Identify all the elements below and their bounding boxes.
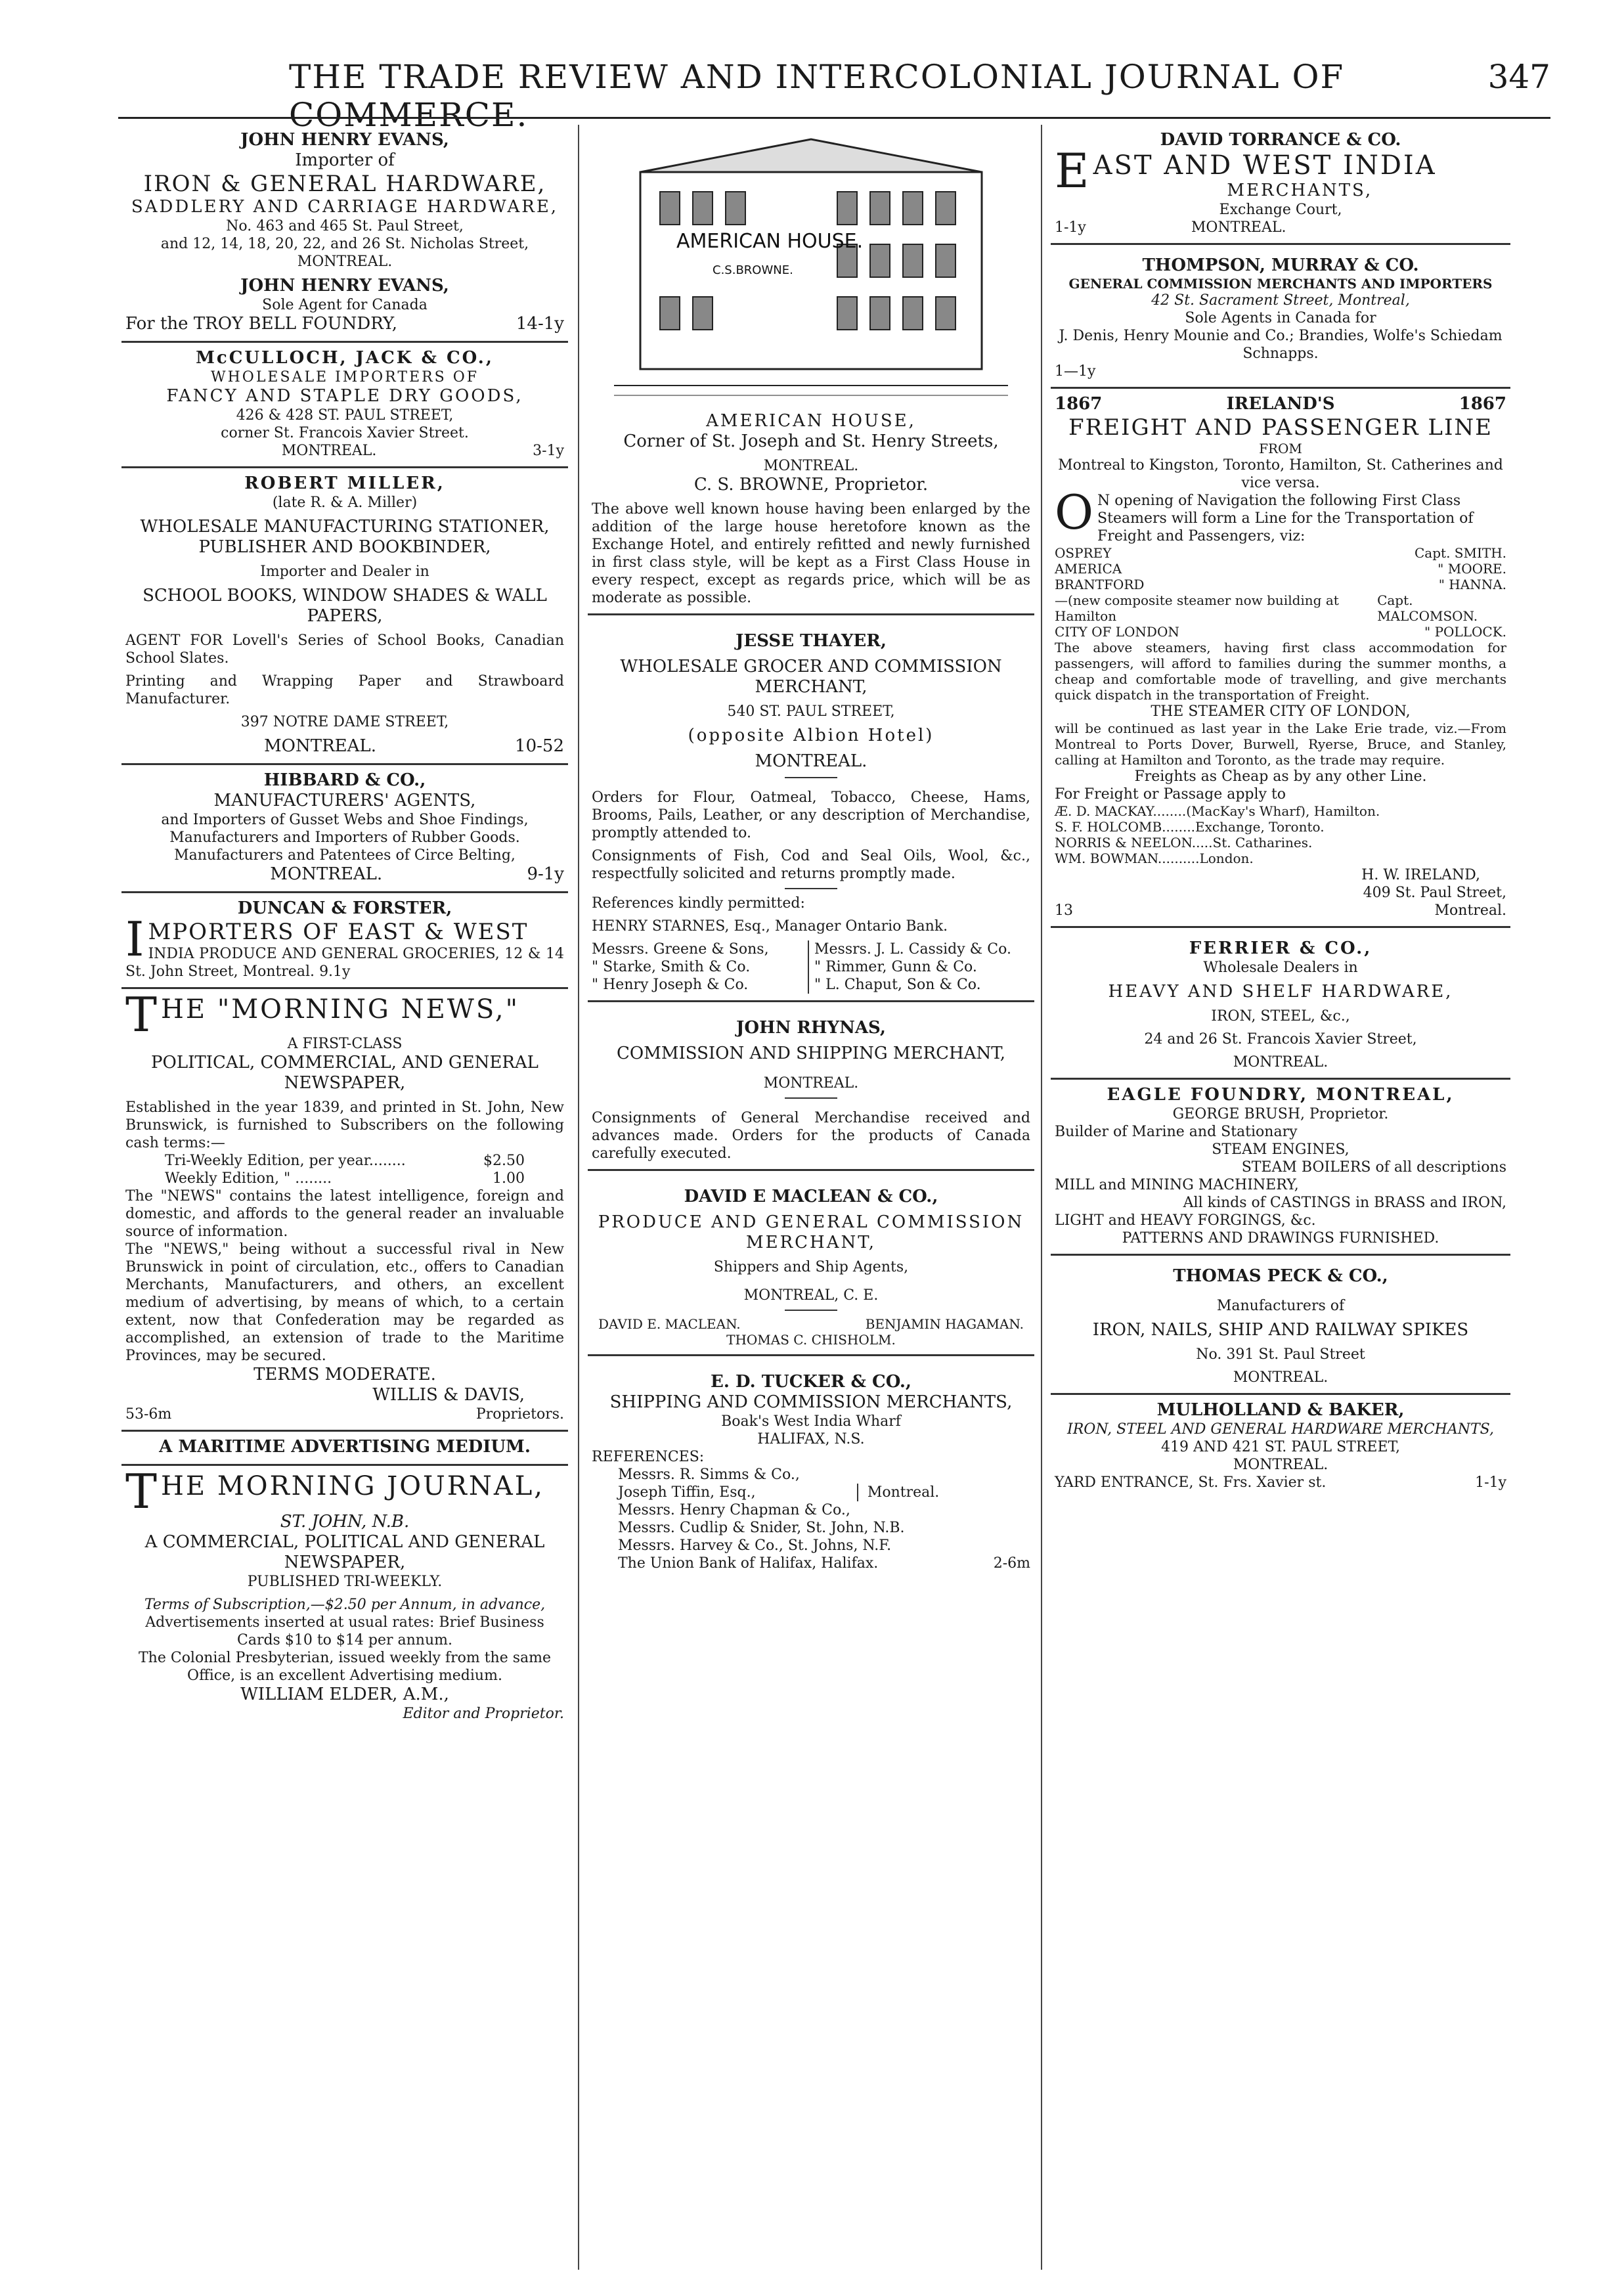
ad-miller (121, 468, 568, 765)
ad-thompson (1051, 245, 1510, 389)
hotel-sign: AMERICAN HOUSE. (676, 230, 864, 253)
ad-text: Manufacturers and Patentees of Circe Belting, (174, 847, 516, 864)
ad-headline: A MARITIME ADVERTISING MEDIUM. (159, 1437, 531, 1457)
journal-title: THE TRADE REVIEW AND INTERCOLONIAL JOURNAL OF COMMERCE. (289, 58, 1345, 134)
ad-text: Weekly Edition, " ........ (165, 1170, 332, 1187)
ad-text: J. Denis, Henry Mounie and Co.; Brandies, Wolfe's Schiedam Schnapps. (1059, 328, 1503, 362)
ad-text: and 12, 14, 18, 20, 22, and 26 St. Nicholas Street, (160, 236, 529, 252)
ad-text: PUBLISHED TRI-WEEKLY. (247, 1574, 443, 1590)
ad-title: JOHN HENRY EVANS, (240, 276, 449, 296)
ad-text: 419 AND 421 ST. PAUL STREET, (1161, 1439, 1400, 1455)
ad-headline: SCHOOL BOOKS, WINDOW SHADES & WALL PAPERS, (143, 586, 547, 626)
ad-morning-journal (121, 1466, 568, 1729)
ad-title: DAVID TORRANCE & CO. (1160, 130, 1401, 150)
ad-text: Manufacturers and Importers of Rubber Goods. (169, 829, 520, 846)
ad-title: WILLIAM ELDER, A.M., (240, 1685, 449, 1704)
ad-city: MONTREAL. (1233, 1457, 1329, 1473)
ad-text: The "NEWS" contains the latest intelligence, foreign and domestic, and affords to the general reader an invaluable source of information. (125, 1188, 564, 1240)
references-list (592, 1466, 1030, 1519)
references-table (592, 940, 1030, 994)
ad-title: AMERICAN HOUSE, (706, 411, 916, 431)
ad-text: 397 NOTRE DAME STREET, (240, 714, 449, 730)
reference: The Union Bank of Halifax, Halifax. (618, 1555, 879, 1572)
ad-text: The above well known house having been enlarged by the addition of the large house heretofore known as the Exchange Hotel, and entirely refitted and newly furnished in first class style, will be kept as a First Class House in every respect, except as regards price, which will be as moderate as possible. (592, 501, 1030, 606)
ad-title: IRELAND'S (1226, 394, 1335, 414)
divider (785, 888, 837, 889)
ad-headline: IRON, STEEL AND GENERAL HARDWARE MERCHANTS, (1067, 1421, 1494, 1438)
reference: Messrs. J. L. Cassidy & Co. (814, 941, 1011, 958)
divider (785, 1310, 837, 1311)
reference: Messrs. Harvey & Co., St. Johns, N.F. (618, 1537, 892, 1554)
column-divider (1041, 125, 1042, 2270)
agent-line: NORRIS & NEELON.....St. Catharines. (1055, 835, 1313, 850)
column-middle (588, 125, 1034, 2263)
ad-headline: A COMMERCIAL, POLITICAL AND GENERAL NEWSPAPER, (144, 1532, 545, 1572)
ad-text: INDIA PRODUCE AND GENERAL GROCERIES, 12 & 14 St. John Street, Montreal. (125, 946, 564, 980)
ad-text: The above steamers, having first class accommodation for passengers, will afford to families during the summer months, a cheap and comfortable mode of travelling, and give merchants quick dispatch in the transportation of Freight. (1055, 640, 1506, 703)
ad-code: 1—1y (1055, 363, 1096, 380)
ad-title: THOMAS PECK & CO., (1173, 1266, 1388, 1286)
ad-text: No. 391 St. Paul Street (1196, 1346, 1365, 1363)
ad-title: DUNCAN & FORSTER, (237, 898, 452, 918)
ad-text: PATTERNS AND DRAWINGS FURNISHED. (1122, 1230, 1439, 1247)
ad-text: Consignments of General Merchandise received and advances made. Orders for the products of Canada carefully executed. (592, 1110, 1030, 1162)
ad-text: Printing and Wrapping Paper and Strawboard Manufacturer. (125, 673, 564, 707)
ad-title: McCULLOCH, JACK & CO., (196, 348, 494, 368)
captain-name: Capt. SMITH. (1415, 545, 1506, 561)
ad-code: 53-6m (125, 1406, 172, 1423)
agent-line: S. F. HOLCOMB........Exchange, Toronto. (1055, 819, 1325, 835)
ad-title: DAVID E MACLEAN & CO., (684, 1187, 938, 1206)
ad-text: Established in the year 1839, and printed in St. John, New Brunswick, is furnished to Subscribers on the following cash terms:— (125, 1099, 564, 1151)
ad-text: Sole Agent for Canada (262, 297, 428, 313)
ad-city: MONTREAL. (1191, 219, 1286, 236)
ad-text: STEAM BOILERS of all descriptions (1241, 1159, 1506, 1176)
reference: " Starke, Smith & Co. (592, 959, 751, 975)
ad-title: H. W. IRELAND, (1361, 867, 1480, 883)
reference: Messrs. R. Simms & Co., (618, 1467, 800, 1483)
ad-code: 10-52 (515, 736, 564, 756)
ad-text: Advertisements inserted at usual rates: Brief Business Cards $10 to $14 per annum. (145, 1614, 544, 1648)
ad-headline: FANCY AND STAPLE DRY GOODS, (166, 386, 523, 406)
ad-headline: IRON, NAILS, SHIP AND RAILWAY SPIKES (1092, 1320, 1469, 1340)
page-header (118, 58, 1550, 134)
ad-text: C. S. BROWNE, Proprietor. (693, 475, 929, 495)
ad-city: MONTREAL. (297, 254, 393, 270)
price: 1.00 (493, 1170, 525, 1187)
ad-text: Freights as Cheap as by any other Line. (1134, 768, 1427, 785)
ad-text: 409 St. Paul Street, (1363, 885, 1506, 901)
hotel-sign: C.S.BROWNE. (713, 263, 793, 277)
ad-city: MONTREAL. (270, 864, 383, 884)
ad-text: TERMS MODERATE. (253, 1365, 436, 1384)
reference: Montreal. (857, 1484, 939, 1501)
ad-text: 1867 (1459, 394, 1506, 414)
partner-name: DAVID E. MACLEAN. (598, 1316, 741, 1332)
ad-headline: MANUFACTURERS' AGENTS, (213, 791, 476, 810)
steamer-name: CITY OF LONDON (1055, 624, 1179, 640)
ad-text: Importer of (295, 150, 395, 170)
ad-city: MONTREAL. (1233, 1369, 1329, 1386)
ad-headline: HE "MORNING NEWS," (161, 994, 519, 1025)
ad-text: STEAM ENGINES, (1212, 1141, 1350, 1158)
reference: Joseph Tiffin, Esq., (618, 1484, 756, 1501)
captain-name: " HANNA. (1438, 577, 1506, 592)
steamer-name: AMERICA (1055, 561, 1122, 577)
ad-text: Terms of Subscription,—$2.50 per Annum, in advance, (144, 1597, 546, 1613)
ad-text: For the TROY BELL FOUNDRY, (125, 314, 398, 334)
ad-text: References kindly permitted: (592, 895, 805, 912)
ad-maritime (121, 1432, 568, 1466)
ad-ferrier (1051, 928, 1510, 1080)
price: $2.50 (483, 1153, 525, 1169)
ad-headline: IRON & GENERAL HARDWARE, (143, 171, 546, 197)
ad-city: MONTREAL. (763, 1075, 859, 1092)
reference: " L. Chaput, Son & Co. (814, 977, 981, 993)
ad-ireland (1051, 389, 1510, 928)
ad-text: Wholesale Dealers in (1203, 960, 1358, 976)
ad-code: 13 (1055, 902, 1073, 919)
ad-title: JESSE THAYER, (736, 631, 887, 651)
ad-headline: WHOLESALE GROCER AND COMMISSION MERCHANT, (620, 657, 1002, 697)
ad-text: 24 and 26 St. Francois Xavier Street, (1144, 1031, 1417, 1048)
ad-american-house (588, 125, 1034, 615)
ad-text: Proprietors. (475, 1406, 564, 1423)
ad-text: WHOLESALE IMPORTERS OF (210, 369, 479, 386)
ad-text: Exchange Court, (1219, 202, 1342, 218)
ad-title: FERRIER & CO., (1189, 938, 1372, 958)
ad-headline: POLITICAL, COMMERCIAL, AND GENERAL NEWSPAPER, (151, 1053, 538, 1093)
ad-text: 1867 (1055, 394, 1103, 414)
ad-text: 42 St. Sacrament Street, Montreal, (1151, 292, 1410, 309)
ad-code: 1-1y (1055, 219, 1086, 236)
ad-rhynas (588, 1002, 1034, 1171)
drop-cap: I (125, 912, 144, 967)
reference: Messrs. Henry Chapman & Co., (618, 1502, 850, 1518)
drop-cap: O (1055, 485, 1094, 540)
ad-text: 540 ST. PAUL STREET, (727, 703, 895, 720)
ad-city: MONTREAL. (281, 443, 377, 459)
ad-code: 3-1y (533, 443, 564, 459)
ad-title: THOMPSON, MURRAY & CO. (1142, 255, 1419, 275)
ad-peck (1051, 1256, 1510, 1395)
ad-text: Montreal to Kingston, Toronto, Hamilton, St. Catherines and vice versa. (1058, 457, 1503, 491)
ad-text: Tri-Weekly Edition, per year........ (165, 1153, 406, 1169)
ad-city: MONTREAL. (755, 751, 867, 771)
ad-text: MERCHANTS, (1227, 181, 1373, 200)
ad-headline: HE MORNING JOURNAL, (161, 1471, 544, 1501)
ad-title: HIBBARD & CO., (263, 770, 426, 790)
reference: " Rimmer, Gunn & Co. (814, 959, 977, 975)
ad-text: SADDLERY AND CARRIAGE HARDWARE, (131, 197, 559, 217)
ad-headline: SHIPPING AND COMMISSION MERCHANTS, (609, 1392, 1013, 1412)
reference: Messrs. Cudlip & Snider, St. John, N.B. (618, 1520, 905, 1536)
ad-text: corner St. Francois Xavier Street. (221, 425, 469, 441)
reference: Messrs. Greene & Sons, (592, 941, 769, 958)
ad-text: REFERENCES: (592, 1449, 705, 1465)
ad-thayer (588, 615, 1034, 1002)
ad-text: FROM (1259, 441, 1302, 456)
column-left (121, 125, 568, 2263)
ad-text: No. 463 and 465 St. Paul Street, (226, 218, 464, 234)
column-divider (578, 125, 579, 2270)
steamer-name: OSPREY (1055, 545, 1112, 561)
ad-text: LIGHT and HEAVY FORGINGS, &c. (1055, 1212, 1316, 1229)
header-rule (118, 117, 1550, 119)
ad-headline: WHOLESALE MANUFACTURING STATIONER, (140, 517, 550, 537)
ad-headline: HEAVY AND SHELF HARDWARE, (1108, 982, 1453, 1002)
drop-cap: E (1055, 143, 1089, 198)
ad-text: THE STEAMER CITY OF LONDON, (1151, 703, 1411, 720)
ad-text: 426 & 428 ST. PAUL STREET, (236, 407, 454, 424)
ad-text: (opposite Albion Hotel) (688, 726, 934, 745)
ad-mulholland (1051, 1395, 1510, 1498)
ad-headline: PUBLISHER AND BOOKBINDER, (198, 537, 491, 557)
ad-headline: EAGLE FOUNDRY, MONTREAL, (1107, 1085, 1455, 1105)
ad-headline: COMMISSION AND SHIPPING MERCHANT, (617, 1044, 1005, 1063)
ad-city: HALIFAX, N.S. (757, 1431, 865, 1447)
captain-name: " MOORE. (1438, 561, 1506, 577)
ad-code: 14-1y (516, 314, 564, 334)
ad-text: Importer and Dealer in (260, 563, 429, 580)
ad-text: Manufacturers of (1216, 1298, 1345, 1314)
ad-city: MONTREAL, C. E. (743, 1287, 879, 1304)
ad-title: MULHOLLAND & BAKER, (1156, 1400, 1405, 1420)
ad-eagle-foundry (1051, 1080, 1510, 1256)
ad-code: 1-1y (1475, 1474, 1506, 1491)
ad-title: JOHN RHYNAS, (736, 1018, 886, 1038)
ad-text: A FIRST-CLASS (287, 1036, 403, 1052)
steamer-name: BRANTFORD (1055, 577, 1145, 592)
ad-code: 2-6m (993, 1555, 1030, 1572)
partner-name: THOMAS C. CHISHOLM. (726, 1332, 896, 1348)
ad-headline: AST AND WEST INDIA (1093, 150, 1437, 181)
ad-duncan (121, 893, 568, 989)
reference: " Henry Joseph & Co. (592, 977, 749, 993)
ad-city: MONTREAL. (1233, 1054, 1329, 1071)
ad-hibbard (121, 765, 568, 893)
divider (785, 1097, 837, 1099)
ad-text: Shippers and Ship Agents, (713, 1259, 909, 1275)
ad-evans (121, 125, 568, 343)
ad-city: MONTREAL. (264, 736, 376, 756)
partner-name: BENJAMIN HAGAMAN. (865, 1316, 1024, 1332)
agent-line: WM. BOWMAN..........London. (1055, 850, 1254, 866)
ad-text: The "NEWS," being without a successful rival in New Brunswick in point of circulation, etc., offers to Canadian Merchants, Manufacturers, and others, an excellent medium of advertising, by means of which, to a certain extent, now that Confederation may be regarded as accomplished, an extension of trade to the Maritime Provinces, may be secured. (125, 1241, 564, 1364)
ad-tucker (588, 1356, 1034, 1579)
ad-text: N opening of Navigation the following First Class Steamers will form a Line for the Transportation of Freight and Passengers, viz: (1097, 493, 1474, 544)
ad-headline: PRODUCE AND GENERAL COMMISSION MERCHANT, (598, 1212, 1024, 1252)
page-number: 347 (1487, 58, 1550, 96)
ad-text: Boak's West India Wharf (721, 1413, 901, 1430)
divider (785, 777, 837, 778)
ad-torrance (1051, 125, 1510, 245)
agent-line: Æ. D. MACKAY........(MacKay's Wharf), Hamilton. (1055, 803, 1380, 819)
drop-cap: T (125, 987, 158, 1042)
ad-text: IRON, STEEL, &c., (1211, 1008, 1350, 1025)
captain-name: " POLLOCK. (1424, 624, 1506, 640)
drop-cap: T (125, 1464, 158, 1519)
ad-text: All kinds of CASTINGS in BRASS and IRON, (1183, 1195, 1506, 1211)
ad-text: YARD ENTRANCE, St. Frs. Xavier st. (1055, 1474, 1327, 1491)
ad-mcculloch (121, 343, 568, 468)
ad-maclean (588, 1171, 1034, 1356)
ad-title: E. D. TUCKER & CO., (711, 1372, 911, 1392)
ad-text: Corner of St. Joseph and St. Henry Streets, (623, 431, 999, 451)
ad-text: Sole Agents in Canada for (1185, 310, 1376, 326)
column-right (1051, 125, 1510, 2263)
ad-text: GEORGE BRUSH, Proprietor. (1172, 1106, 1389, 1122)
ad-headline: FREIGHT AND PASSENGER LINE (1068, 414, 1493, 441)
ad-text: Editor and Proprietor. (403, 1706, 564, 1722)
ad-title: ROBERT MILLER, (244, 474, 445, 493)
ad-text: Builder of Marine and Stationary (1055, 1124, 1298, 1140)
ad-text: For Freight or Passage apply to (1055, 786, 1286, 803)
ad-text: ST. JOHN, N.B. (280, 1512, 410, 1532)
ad-title: WILLIS & DAVIS, (372, 1385, 525, 1405)
hotel-engraving-illustration (614, 133, 1008, 408)
ad-city: MONTREAL. (763, 458, 859, 474)
captain-name: Capt. MALCOMSON. (1377, 592, 1478, 624)
ad-text: will be continued as last year in the Lake Erie trade, viz.—From Montreal to Ports Dover, Burwell, Ryerse, Bruce, and Stanley, calling at Hamilton and Toronto, as the trade may require. (1055, 720, 1506, 768)
ad-text: HENRY STARNES, Esq., Manager Ontario Bank. (592, 918, 948, 935)
ad-text: The Colonial Presbyterian, issued weekly from the same Office, is an excellent Advertising medium. (139, 1650, 551, 1684)
ad-code: 9-1y (527, 864, 564, 884)
ad-text: MILL and MINING MACHINERY, (1055, 1177, 1299, 1193)
ad-city: Montreal. (1434, 902, 1506, 919)
ad-headline: MPORTERS OF EAST & WEST (148, 919, 529, 945)
ad-text: Consignments of Fish, Cod and Seal Oils, Wool, &c., respectfully solicited and returns promptly made. (592, 848, 1030, 882)
ad-text: —(new composite steamer now building at Hamilton (1055, 592, 1339, 624)
ad-text: Orders for Flour, Oatmeal, Tobacco, Cheese, Hams, Brooms, Pails, Leather, or any description of Merchandise, promptly attended to. (592, 789, 1030, 841)
ad-text: GENERAL COMMISSION MERCHANTS AND IMPORTERS (1068, 276, 1493, 292)
ad-text: and Importers of Gusset Webs and Shoe Findings, (161, 812, 529, 828)
ad-title: JOHN HENRY EVANS, (240, 130, 449, 150)
ad-code: 9.1y (319, 963, 351, 980)
ad-text: AGENT FOR Lovell's Series of School Books, Canadian School Slates. (125, 632, 564, 667)
ad-morning-news (121, 989, 568, 1432)
ad-text: (late R. & A. Miller) (272, 495, 418, 511)
